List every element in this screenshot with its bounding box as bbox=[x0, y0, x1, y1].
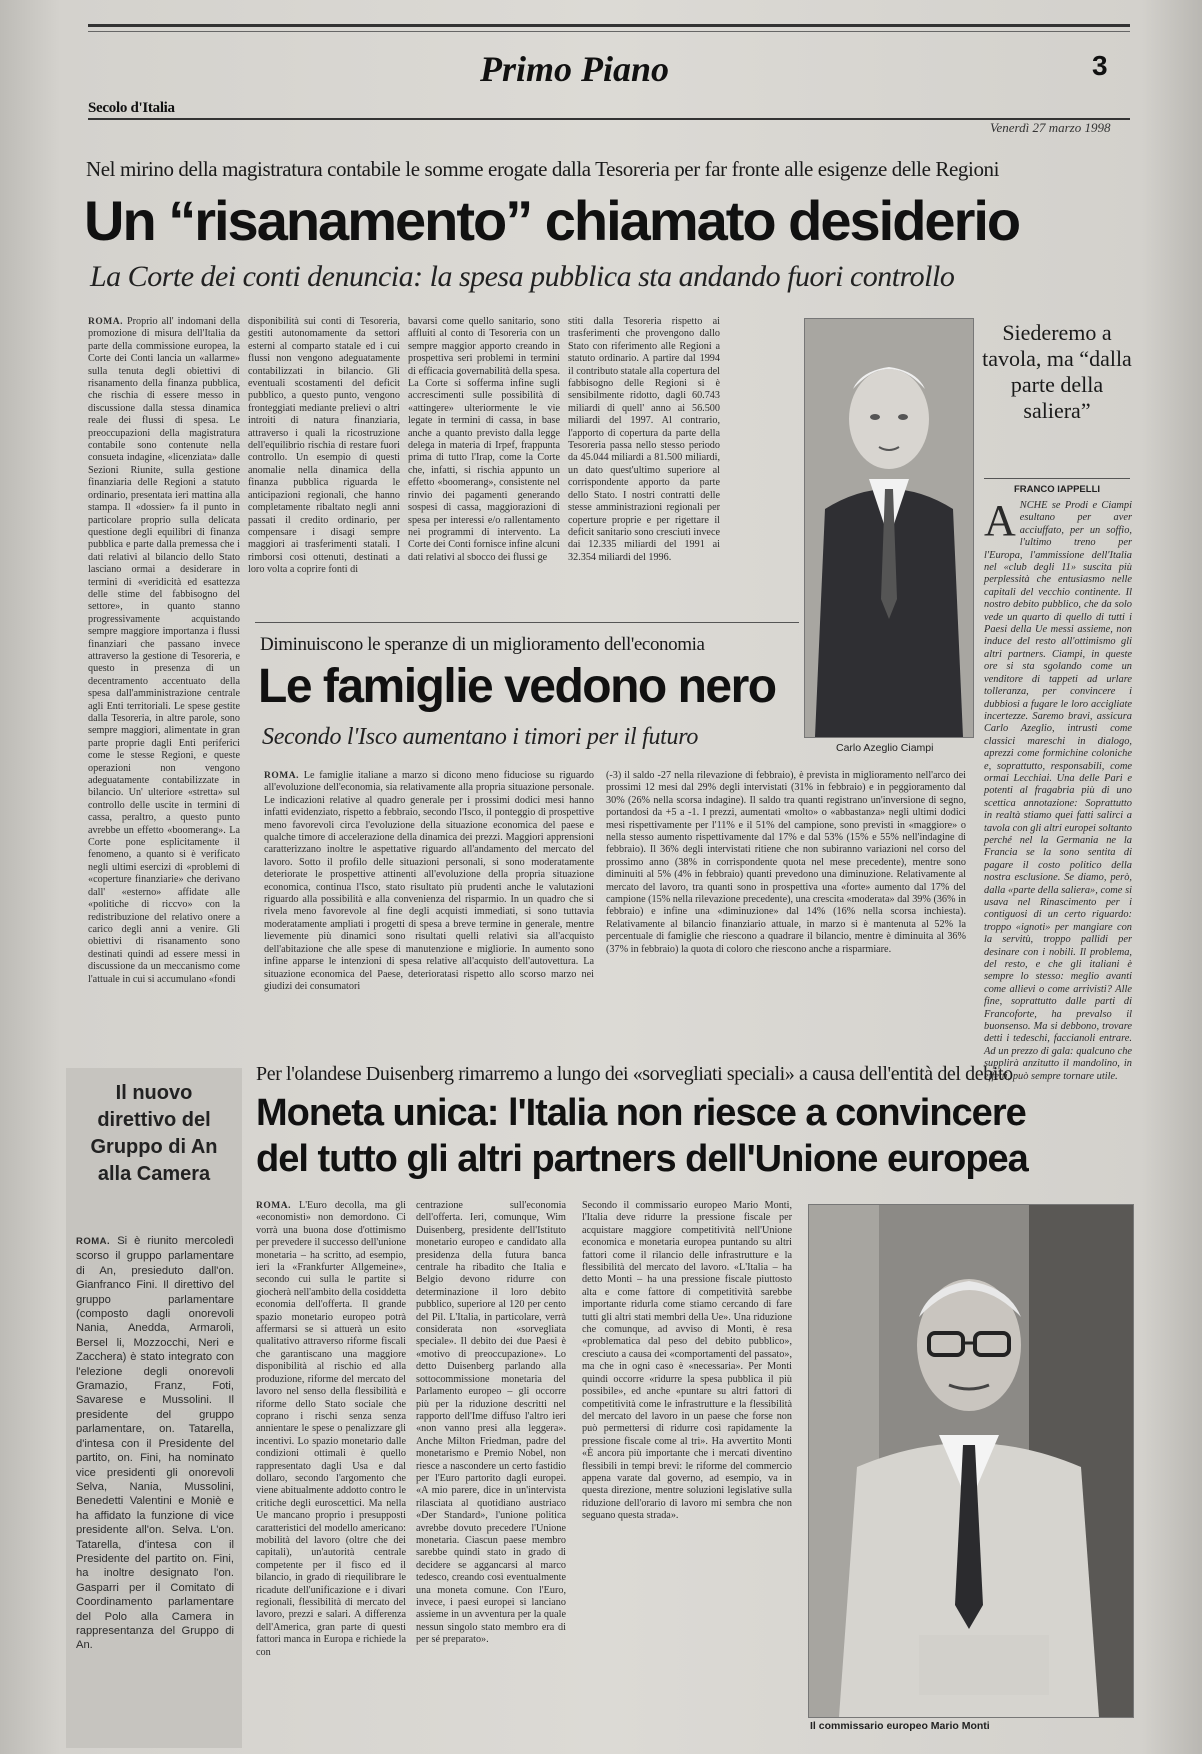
euro-column-1-text: L'Euro decolla, ma gli «economisti» non demordono. Ci vorrà una buona dose d'ottimismo per prevedere il successo dell'unione monetaria – ha scritto, ad esempio, ieri la «Frankfurter Allgemeine», secondo cui sulla le partite si giocherà nell'ambito della cosiddetta economia dell'offerta. Il grande spazio monetario europeo potrà affermarsi se si attuerà un esito qualitativo attraverso riforme fiscali che garantiscano una maggiore disponibilità al rischio ed alla produzione, riforme del mercato del lavoro nel senso della flessibilità e riforme dello Stato sociale che coprano i rischi senza senza annientare le spese o penalizzare gli incentivi. Lo spazio monetario dalle condizioni ottimali è quello rappresentato dagli Usa e dal dollaro, secondo l'argomento che viene abitualmente addotto contro le critiche degli euroscettici. Ma nella Ue mancano proprio i presupposti caratteristici del modello americano: mobilità del lavoro (oltre che dei capitali), un'autorità centrale competente per il fisco ed il bilancio, in grado di riequilibrare le ricadute dell'unificazione e i divari regionali, flessibilità di mercato del lavoro, prezzi e salari. A differenza dell'America, gran parte di questi fattori manca in Europa e richiede la con bbox=[256, 1200, 407, 1658]
family-subheadline: Secondo l'Isco aumentano i timori per il futuro bbox=[262, 724, 699, 750]
main-column-2-text: disponibilità sui conti di Tesoreria, gestiti autonomamente da settori esterni al comparto statale ed i cui flussi non vengono adeguatamente contabilizzati in bilancio. Gli eventuali scostamenti del deficit pubblico, a questo punto, vengono fronteggiati mediante prelievi o altri introiti di natura finanziaria, attraverso i quali la ricostruzione dell'equilibrio rischia di restare fuori controllo. Un esempio di questi anomalie nella dinamica della finanza pubblica riguarda le anticipazioni regionali, che hanno completamente ribaltato negli anni passati il credito ordinario, per compensare i disagi sempre maggiori ai trasferimenti statali. I rimborsi così ottenuti, destinati a loro volta a coprire fonti di bbox=[248, 316, 400, 576]
ciampi-portrait-illustration bbox=[805, 319, 973, 737]
main-column-4-text: stiti dalla Tesoreria rispetto ai trasferimenti che provengono dallo Stato con riferimento alle Regioni a statuto ordinario. A partire dal 1994 il contributo statale alla copertura del fabbisogno delle Regioni si è sensibilmente ridotto, dagli 60.743 miliardi di quell' anno ai 56.500 miliardi del 1997. Al contrario, l'apporto di copertura da parte della Tesoreria passa nello stesso periodo da 45.044 miliardi a 81.500 miliardi, un dato quest'ultimo superiore al corrispondente apporto da parte dello Stato. I nostri contratti delle stesse amministrazioni regionali per coperture proprie e per rigettare il deficit sanitario sono cresciuti invece dai 12.335 miliardi del 1991 ai 32.354 miliardi del 1996. bbox=[568, 316, 720, 563]
main-article-column-1 bbox=[88, 316, 240, 1038]
page-number: 3 bbox=[1092, 50, 1108, 81]
main-headline: Un “risanamento” chiamato desiderio bbox=[84, 189, 1020, 252]
header-thin-rule bbox=[88, 31, 1130, 32]
euro-column-1 bbox=[256, 1200, 406, 1740]
header-bottom-rule bbox=[88, 118, 1130, 120]
family-dateline: ROMA. bbox=[264, 771, 299, 781]
issue-date: Venerdì 27 marzo 1998 bbox=[990, 120, 1111, 135]
an-box-body bbox=[76, 1234, 234, 1734]
sidebar-text: NCHE se Prodi e Ciampi esultano per aver acciuffato, per un soffio, l'ultimo treno per l'Europa, l'ammissione dell'Italia nel «club degli 11» suscita più perplessità che entusiasmo nelle capitali del vecchio continente. Il nostro debito pubblico, che da solo vede un quarto di quello di tutti i Paesi della Ue messi assieme, non induce del resto all'ottimismo gli altri partners. Ciampi, in queste ore si sta sgolando come un venditore di tappeti ad urlare tolleranza, per convincere i dubbiosi a fugare le loro accigliate incertezze. Saremo bravi, assicura Carlo Azeglio, intrusti come classici mareschi in dialogo, aprezzi come formichine coloniche e, soprattutto, responsabili, come ormai Lecchiai. Una delle Pari e potenti al fragabria più di uno scettica annotazione: Soprattutto in realtà stiamo quei fatti salirci a tavola con gli altri europei soltanto perché nel la Germania ne la Francia se la sono sentita di pagare il costo politico della nostra esclusione. Se diamo, però, dalla «parte della saliera», come si usava nel Rinascimento per i contiguosi di un certo riguardo: troppo «ignoti» per mangiare con la servitù, troppo pallidi per desinare con i nobili. Il problema, del resto, e che gli italiani è sempre lo stesso: meglio avanti come allievi o come arrivisti? Alle fine, soprattutto dalle parti di Francoforte, ha prevalso il buonsenso. Ma si debbono, trovare detti i tedeschi, faccianoli entrare. Ad un prezzo di gala: qualcuno che supplirà anzitutto il mandolino, in effetti, può sempre tornare utile. bbox=[984, 500, 1132, 1082]
euro-column-3 bbox=[576, 1200, 798, 1740]
family-column-1 bbox=[264, 770, 594, 1042]
ciampi-caption: Carlo Azeglio Ciampi bbox=[836, 742, 934, 754]
an-box-title: Il nuovo direttivo del Gruppo di An alla Camera bbox=[90, 1082, 218, 1185]
family-headline: Le famiglie vedono nero bbox=[258, 660, 776, 713]
euro-column-2-text: centrazione sull'economia dell'offerta. Ieri, comunque, Wim Duisenberg, presidente dell'Istituto monetario europeo e candidato alla presidenza della futura banca centrale ha ribadito che Italia e Belgio devono ridurre con determinazione il loro debito pubblico, superiore al 120 per cento del Pil. L'Italia, in particolare, verrà considerata non «sorvegliata speciale». Il debito dei due Paesi è «motivo di preoccupazione». Lo detto Duisenberg parlando alla sottocommissione monetaria del Parlamento europeo – gli occorre più per la riduzione descritti nel rapporto dell'Ime diffuso l'altro ieri «non vanno presi alla leggera». Anche Milton Friedman, padre del monetarismo e Premio Nobel, non riesce a nascondere un certo fastidio per l'Euro partorito dagli europei. «A mio parere, dice in un'intervista rilasciata al quotidiano austriaco «Der Standard», l'unione politica avrebbe dovuto precedere l'Unione monetaria. Ciascun paese membro sarebbe quindi stato in grado di decidere se aggancarsi al marco tedesco, creando così eventualmente una moneta comune. Con l'Euro, invece, i paesi europei si lanciano assieme in un avventura per la quale nessun singolo stato membro era di per sé preparato». bbox=[416, 1200, 566, 1646]
sidebar-dropcap: A bbox=[984, 496, 1016, 545]
main-column-3-text: bavarsi come quello sanitario, sono affluiti al conto di Tesoreria con un sempre maggior apporto creando in prospettiva seri problemi in termini di efficacia governabilità della spesa. La Corte si sofferma infine sugli accrescimenti sulle possibilità di «attingere» ulteriormente le vie legate in termini di cassa, in base anche a quanto previsto dalla legge delega in materia di Irpef, frappunta prima di tutto l'Irap, come la Corte che, infatti, si rischia appunto un effetto «boomerang», consistente nel rinvio dei pagamenti generando sospesi di cassa, maggiorazioni di spesa per interessi e/o rallentamento nei programmi di intervento. La Corte dei Conti fornisce infine alcuni dati relativi al sbocco dei flussi ge bbox=[408, 316, 560, 563]
sidebar-rule bbox=[984, 478, 1130, 479]
main-kicker: Nel mirino della magistratura contabile le somme erogate dalla Tesoreria per far fronte alle esigenze delle Regioni bbox=[86, 157, 1000, 181]
sidebar-author: FRANCO IAPPELLI bbox=[1013, 484, 1101, 495]
family-column-2-text: (-3) il saldo -27 nella rilevazione di febbraio), è prevista in miglioramento nell'arco dei prossimi 12 mesi dal 29% degli intervistati (31% in febbraio) e in peggioramento dal 30% (26% nella scorsa indagine). Il saldo tra quanti registrano un'inversione di segno, portandosi da +5 a -1. I prezzi, aumentati «molto» o «abbastanza» negli ultimi dodici mesi rispettivamente per l'11% e il 51% del campione, sono previsti in «maggiore» o nella stesso aumento rispettivamente dal 17% e dal 53% (15% e 55% nell'indagine di febbraio). Il 36% degli intervistati ritiene che non subiranno variazioni nel corso del prossimo anno (38% in corrispondente quota nel mese precedente), mentre sono diminuiti al 5% (4% in febbraio) quanti prevedono una diminuzione. Relativamente al mercato del lavoro, tra quanti sono in prospettiva una «forte» aumento dal 17% del campione (15% nella rilevazione precedente), una crescita «moderata» dal 39% (36% in febbraio) e infine una «diminuzione» dal 14% (16% nella scorsa inchiesta). Relativamente al bilancio finanziario attuale, in marzo si è mantenuta al 52% la percentuale di famiglie che riescono a quadrare il bilancio, mentre è diminuita al 36% (37% in febbraio) la quota di coloro che riescono anche a risparmiare. bbox=[606, 770, 966, 955]
euro-kicker: Per l'olandese Duisenberg rimarremo a lungo dei «sorvegliati speciali» a causa dell'entità del debito bbox=[256, 1063, 1013, 1085]
main-article-column-2 bbox=[248, 316, 400, 616]
euro-column-3-text: Secondo il commissario europeo Mario Monti, l'Italia deve ridurre la pressione fiscale per acquistare maggiore competitività nell'Unione economica e monetaria europea puntando su altri fattori come il rilancio delle infrastrutture e la flessibilità del mercato del lavoro. «L'Italia – ha detto Monti – ha una pressione fiscale piuttosto alta e come fattore di competitività sarebbe importante ridurla come stiamo cercando di fare tutti gli altri stati membri della Ue». Una riduzione che comunque, ad avviso di Monti, è resa «problematica dal peso del debito pubblico», cresciuto a causa dei «comportamenti del passato», ma che in ogni caso è «necessaria». Per Monti quindi occorre «ridurre la spesa pubblica il più possibile», ed anche «puntare su altri fattori di competitività come le infrastrutture e la flessibilità del mercato del lavoro in un paese che forse non può permettersi di ridurre così rapidamente la pressione fiscale come al tri». Ha avvertito Monti «È ancora più importante che i mercati diventino flessibili in tempi brevi: le riforme del commercio appena varate dal governo, ad esempio, va in questa direzione, mentre soluzioni legislative sulla riduzione dell'orario di lavoro mi sembra che non seguano questa strada». bbox=[582, 1200, 792, 1522]
monti-photo bbox=[808, 1204, 1134, 1718]
euro-headline-line-1: Moneta unica: l'Italia non riesce a convincere bbox=[256, 1092, 1026, 1134]
sidebar-title: Siederemo a tavola, ma “dalla parte della saliera” bbox=[982, 320, 1132, 423]
euro-headline-line-2: del tutto gli altri partners dell'Unione europea bbox=[256, 1138, 1028, 1180]
euro-column-2 bbox=[416, 1200, 566, 1740]
main-subheadline: La Corte dei conti denuncia: la spesa pubblica sta andando fuori controllo bbox=[90, 260, 955, 293]
family-kicker: Diminuiscono le speranze di un miglioramento dell'economia bbox=[260, 634, 705, 655]
main-dateline: ROMA. bbox=[88, 317, 123, 327]
header-top-rule bbox=[88, 24, 1130, 27]
monti-caption: Il commissario europeo Mario Monti bbox=[810, 1720, 990, 1732]
family-column-1-text: Le famiglie italiane a marzo si dicono meno fiduciose su riguardo all'evoluzione dell'economia, sia relativamente alla propria situazione personale. Le indicazioni relative al quadro generale per i prossimi dodici mesi hanno infatti evidenziato, rispetto a febbraio, secondo l'Isco, il ponteggio di prospettive meno favorevoli circa l'evoluzione della situazione economica del paese e qualche timore di accelerazione della dinamica dei prezzi. Maggiori apprensioni caratterizzano inoltre le aspettative riguardo all'andamento del mercato del lavoro. Sotto il profilo delle situazioni personali, si sono moderatamente deteriorate le prospettive attinenti all'evoluzione della propria situazione economica, continua l'Isco, stato risultato più prudenti anche le valutazioni riguardo alla possibilità e alla convenienza del risparmio. In un quadro che si rivela meno favorevole al fine degli acquisti immediati, si sono tuttavia moderatamente ampliati i progetti di spesa a breve termine in generale, mentre lievemente più dinamici sono risultati quelli relativi sia all'acquisto dell'abitazione che alle spese di manutenzione e migliorie. In aumento sono infine apparse le intenzioni di spesa relative all'acquisto dell'autovettura. La situazione economica del Paese, deterioratasi rispetto allo scorso marzo nei giudizi dei consumatori bbox=[264, 770, 595, 992]
family-box-rule bbox=[255, 622, 799, 623]
family-column-2 bbox=[606, 770, 966, 1042]
main-article-column-4 bbox=[568, 316, 720, 616]
sidebar-body bbox=[984, 496, 1132, 1082]
euro-dateline: ROMA. bbox=[256, 1201, 291, 1211]
newspaper-name: Secolo d'Italia bbox=[88, 100, 175, 116]
main-article-column-3 bbox=[408, 316, 560, 616]
ciampi-photo bbox=[804, 318, 974, 738]
monti-portrait-illustration bbox=[809, 1205, 1133, 1717]
section-title: Primo Piano bbox=[480, 49, 670, 89]
an-box-dateline: ROMA. bbox=[76, 1236, 111, 1247]
main-column-1-text: Proprio all' indomani della promozione di misura dell'Italia da parte della commissione europea, la Corte dei Conti lancia un «allarme» sulla tenuta degli obiettivi di risanamento della finanza pubblica, che rischia di essere messo in discussione dalla stessa dinamica reale dei flussi di spesa. Le preoccupazioni della magistratura contabile sono contenute nella consueta indagine, «licenziata» dalle Sezioni Riunite, sulla gestione finanziaria delle Regioni a statuto ordinario, presentata ieri mattina alla stampa. Il «dossier» fa il punto in particolare proprio sulla delicata questione degli equilibri di finanza pubblica e parte dalla premessa che i dati relativi al bilancio dello Stato lasciano ormai a desiderare in termini di «veridicità ed esattezza delle stime del fabbisogno del settore», in quanto stanno progressivamente acquistando sempre maggiore importanza i flussi finanziari che passano invece attraverso la gestione di Tesoreria, e questo in presenza di un decentramento accentuato della spesa dall'amministrazione centrale agli Enti territoriali. Le spese gestite dalla Tesoreria, in altre parole, sono sempre maggiori, alimentate in gran parte proprie dagli Enti periferici come le stesse Regioni, e queste operazioni non vengono adeguatamente contabilizzate in bilancio. Un' ulteriore «stretta» sul controllo delle uscite in termini di cassa, peraltro, a questo punto avrebbe un effetto «boomerang». La Corte pone esplicitamente il fenomeno, a quanto si è verificato negli ultimi esercizi di «problemi di «coperture finanziarie» che derivano dall' «esterno» affidate alle «politiche di riccvo» con la redistribuzione del relativo onere a carico degli anni a venire. Gli obiettivi di risanamento sono destinati quindi ad essere messi in discussione da un meccanismo come l'attuale in cui si accumulano «fondi bbox=[88, 316, 240, 985]
an-box-text: Si è riunito mercoledì scorso il gruppo parlamentare di An, presieduto dall'on. Gianfranco Fini. Il direttivo del gruppo parlamentare (composto dagli onorevoli Nania, Anedda, Armaroli, Bersel li, Mozzocchi, Neri e Zacchera) è stato integrato con l'elezione degli onorevoli Gramazio, Franz, Foti, Savarese e Mussolini. Il presidente del gruppo parlamentare, on. Tatarella, d'intesa con il Presidente del partito, on. Fini, ha nominato vice presidenti gli onorevoli Selva, Nania, Mussolini, Benedetti Valentini e Moniè e ha affidato la funzione di vice presidente all'on. Selva. L'on. Tatarella, d'intesa con il Presidente del partito on. Fini, ha inoltre designato l'on. Gasparri per il Comitato di Coordinamento parlamentare del Polo alla Camera in rappresentanza del Gruppo di An. bbox=[76, 1235, 234, 1652]
